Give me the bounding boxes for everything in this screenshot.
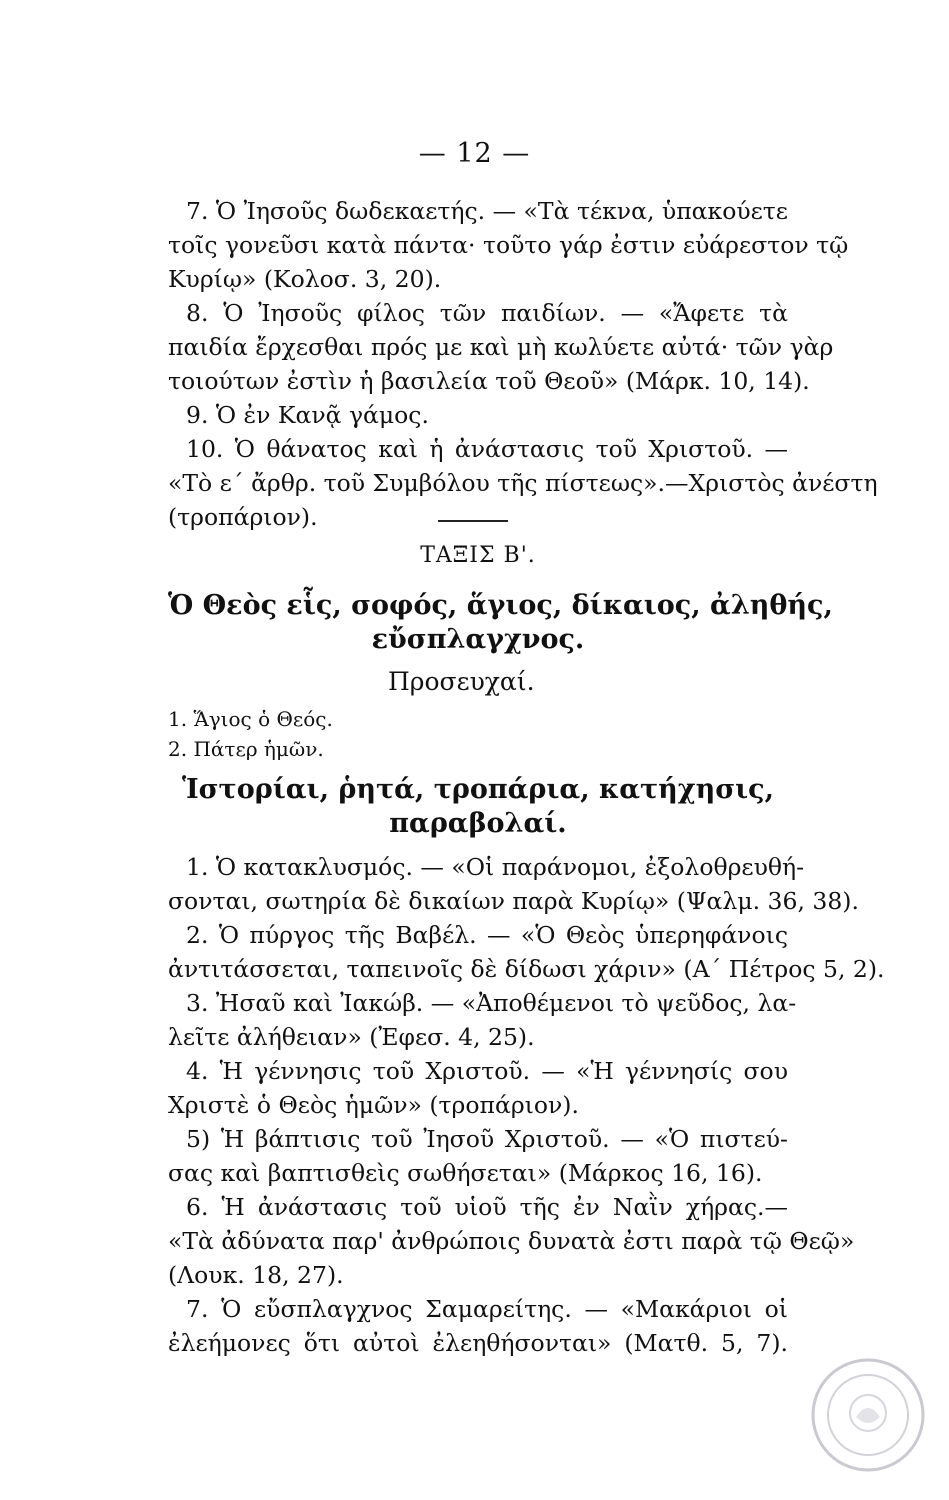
heading-one-line2: εὔσπλαγχνος.: [371, 624, 585, 655]
heading-two-line2: παραβολαί.: [389, 808, 567, 839]
text-line: ἀντιτάσσεται, ταπεινοῖς δὲ δίδωσι χάριν» (Α΄ Πέτρος 5, 2).: [168, 955, 885, 983]
text-line: 2. Ὁ πύργος τῆς Βαβέλ. — «Ὁ Θεὸς ὑπερηφάνοις: [186, 921, 788, 949]
text-line: 6. Ἡ ἀνάστασις τοῦ υἱοῦ τῆς ἐν Ναῒν χήρας.—: [186, 1193, 788, 1221]
prayer-item: 2. Πάτερ ἡμῶν.: [168, 737, 324, 761]
text-line: 9. Ὁ ἐν Κανᾷ γάμος.: [186, 401, 429, 429]
text-line: παιδία ἔρχεσθαι πρός με καὶ μὴ κωλύετε αὐτά· τῶν γὰρ: [168, 333, 834, 361]
text-line: 7. Ὁ εὔσπλαγχνος Σαμαρείτης. — «Μακάριοι οἱ: [186, 1295, 788, 1323]
text-line: 7. Ὁ Ἰησοῦς δωδεκαετής. — «Τὰ τέκνα, ὑπακούετε: [186, 197, 788, 225]
text-line: τοιούτων ἐστὶν ἡ βασιλεία τοῦ Θεοῦ» (Μάρκ. 10, 14).: [168, 367, 810, 395]
prayers-title: Προσευχαί.: [388, 667, 535, 696]
prayer-item: 1. Ἅγιος ὁ Θεός.: [168, 707, 333, 731]
library-stamp-icon: [808, 1355, 928, 1475]
page-number: — 12 —: [418, 138, 531, 169]
text-line: σονται, σωτηρία δὲ δικαίων παρὰ Κυρίῳ» (Ψαλμ. 36, 38).: [168, 887, 859, 915]
text-line: 8. Ὁ Ἰησοῦς φίλος τῶν παιδίων. — «Ἄφετε τὰ: [186, 299, 788, 327]
text-line: (τροπάριον).: [168, 503, 318, 531]
text-line: 10. Ὁ θάνατος καὶ ἡ ἀνάστασις τοῦ Χριστοῦ. —: [186, 435, 788, 463]
text-line: (Λουκ. 18, 27).: [168, 1261, 344, 1289]
text-line: Κυρίῳ» (Κολοσ. 3, 20).: [168, 265, 442, 293]
heading-two-line1: Ἱστορίαι, ῥητά, τροπάρια, κατήχησις,: [181, 774, 775, 805]
text-line: «Τὸ ε΄ ἄρθρ. τοῦ Συμβόλου τῆς πίστεως».—Χριστὸς ἀνέστη: [168, 469, 878, 497]
section-divider: [438, 520, 508, 522]
text-line: 1. Ὁ κατακλυσμός. — «Οἱ παράνομοι, ἐξολοθρευθή-: [186, 853, 805, 881]
text-line: 3. Ἠσαῦ καὶ Ἰακώβ. — «Ἀποθέμενοι τὸ ψεῦδος, λα-: [186, 989, 797, 1017]
class-title: ΤΑΞΙΣ Β'.: [420, 543, 536, 568]
text-line: ἐλεήμονες ὅτι αὐτοὶ ἐλεηθήσονται» (Ματθ. 5, 7).: [168, 1329, 788, 1357]
text-line: Χριστὲ ὁ Θεὸς ἡμῶν» (τροπάριον).: [168, 1091, 579, 1119]
heading-one-line1: Ὁ Θεὸς εἷς, σοφός, ἅγιος, δίκαιος, ἀληθής,: [168, 590, 833, 621]
text-line: «Τὰ ἀδύνατα παρ' ἀνθρώποις δυνατὰ ἐστι παρὰ τῷ Θεῷ»: [168, 1227, 855, 1255]
text-line: τοῖς γονεῦσι κατὰ πάντα· τοῦτο γάρ ἐστιν εὐάρεστον τῷ: [168, 231, 849, 259]
text-line: 5) Ἡ βάπτισις τοῦ Ἰησοῦ Χριστοῦ. — «Ὁ πιστεύ-: [186, 1125, 788, 1153]
text-line: 4. Ἡ γέννησις τοῦ Χριστοῦ. — «Ἡ γέννησίς σου: [186, 1057, 788, 1085]
text-line: λεῖτε ἀλήθειαν» (Ἐφεσ. 4, 25).: [168, 1023, 535, 1051]
text-line: σας καὶ βαπτισθεὶς σωθήσεται» (Μάρκος 16, 16).: [168, 1159, 763, 1187]
